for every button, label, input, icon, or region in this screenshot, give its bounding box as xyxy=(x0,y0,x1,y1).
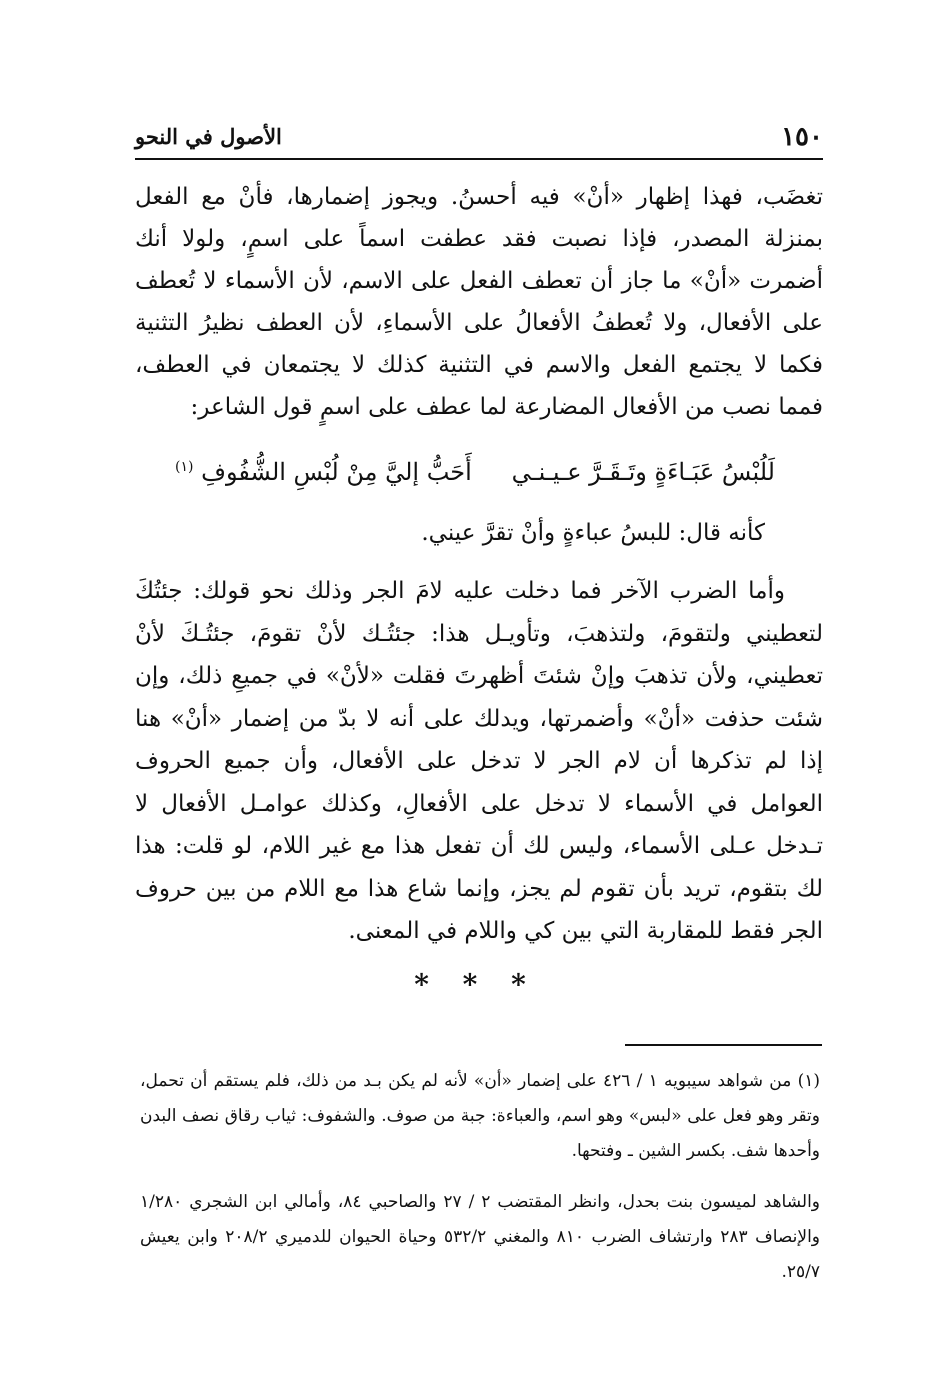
page-number: ١٥٠ xyxy=(781,122,823,152)
footnotes xyxy=(140,1064,820,1306)
page-header xyxy=(135,118,823,160)
main-paragraph-2 xyxy=(135,570,823,953)
paragraph-text: وأما الضرب الآخر فما دخلت عليه لامَ الجر وذلك نحو قولك: جئتُكَ لتعطيني ولتقومَ، ولتذهبَ، وتأويـل هذا: جئتُـك لأنْ تقومَ، جئتُـكَ لأنْ تعطيني، ولأن تذهبَ وإنْ شئتَ أظهرتَ فقلت «لأنْ» في جميعِ ذلك، وإن شئت حذفت «أنْ» وأضمرتها، ويدلك على أنه لا بدّ من إضمار «أنْ» هنا إذا لم تذكرها أن لام الجر لا تدخل على الأفعال، وأن جميع الحروف العوامل في الأسماء لا تدخل على الأفعالِ، وكذلك عوامـل الأفعال لا تـدخل عـلى الأسماء، وليس لك أن تفعل هذا مع غير اللام، لو قلت: هذا لك بتقوم، تريد بأن تقوم لم يجز، وإنما شاع هذا مع اللام من بين حروف الجر فقط للمقاربة التي بين كي واللام في المعنى. xyxy=(135,578,823,944)
running-title: الأصول في النحو xyxy=(135,124,282,149)
footnote-rule xyxy=(625,1044,822,1046)
verse-second-hemistich xyxy=(175,458,472,486)
verse-gloss: كأنه قال: للبسُ عباءةٍ وأنْ تقرَّ عيني. xyxy=(421,520,765,546)
verse-second-hemistich-text: أَحَبُّ إليَّ مِنْ لُبْسِ الشُّفُوفِ xyxy=(201,458,472,486)
footnote-marker: (١) xyxy=(175,459,194,475)
footnote-2: والشاهد لميسون بنت بحدل، وانظر المقتضب ٢ / ٢٧ والصاحبي ٨٤، وأمالي ابن الشجري ١/٢٨٠ والإنصاف ٢٨٣ وارتشاف الضرب ٨١٠ والمغني ٥٣٢/٢ وحياة الحيوان للدميري ٢٠٨/٢ وابن يعيش ٢٥/٧. xyxy=(140,1192,821,1282)
paragraph-text: تغضَب، فهذا إظهار «أنْ» فيه أحسنُ. ويجوز إضمارها، فأنْ مع الفعل بمنزلة المصدر، فإذا نصبت فقد عطفت اسماً على اسمٍ، ولولا أنك أضمرت «أنْ» ما جاز أن تعطف الفعل على الاسم، لأن الأسماء لا تُعطف على الأفعال، ولا تُعطفُ الأفعالُ على الأسماءِ، لأن العطف نظيرُ التثنية فكما لا يجتمع الفعل والاسم في التثنية كذلك لا يجتمعان في العطف، فمما نصب من الأفعال المضارعة لما عطف على اسمٍ قول الشاعر: xyxy=(135,184,823,420)
footnote-1: (١) من شواهد سيبويه ١ / ٤٢٦ على إضمار «أن» لأنه لم يكن بـد من ذلك، فلم يستقم أن تحمل، وتقر وهو فعل على «لبس» وهو اسم، والعباءة: جبة من صوف. والشفوف: ثياب رقاق نصف البدن وأحدها شف. بكسر الشين ـ وفتحها. xyxy=(140,1071,820,1161)
main-paragraph-1 xyxy=(135,176,823,428)
poetry-verse xyxy=(175,458,775,502)
section-separator: * * * xyxy=(414,968,538,1001)
verse-first-hemistich: لَلُبْسُ عَبَـاءَةٍ وتَـقَـرَّ عـيـنـي xyxy=(511,458,775,486)
